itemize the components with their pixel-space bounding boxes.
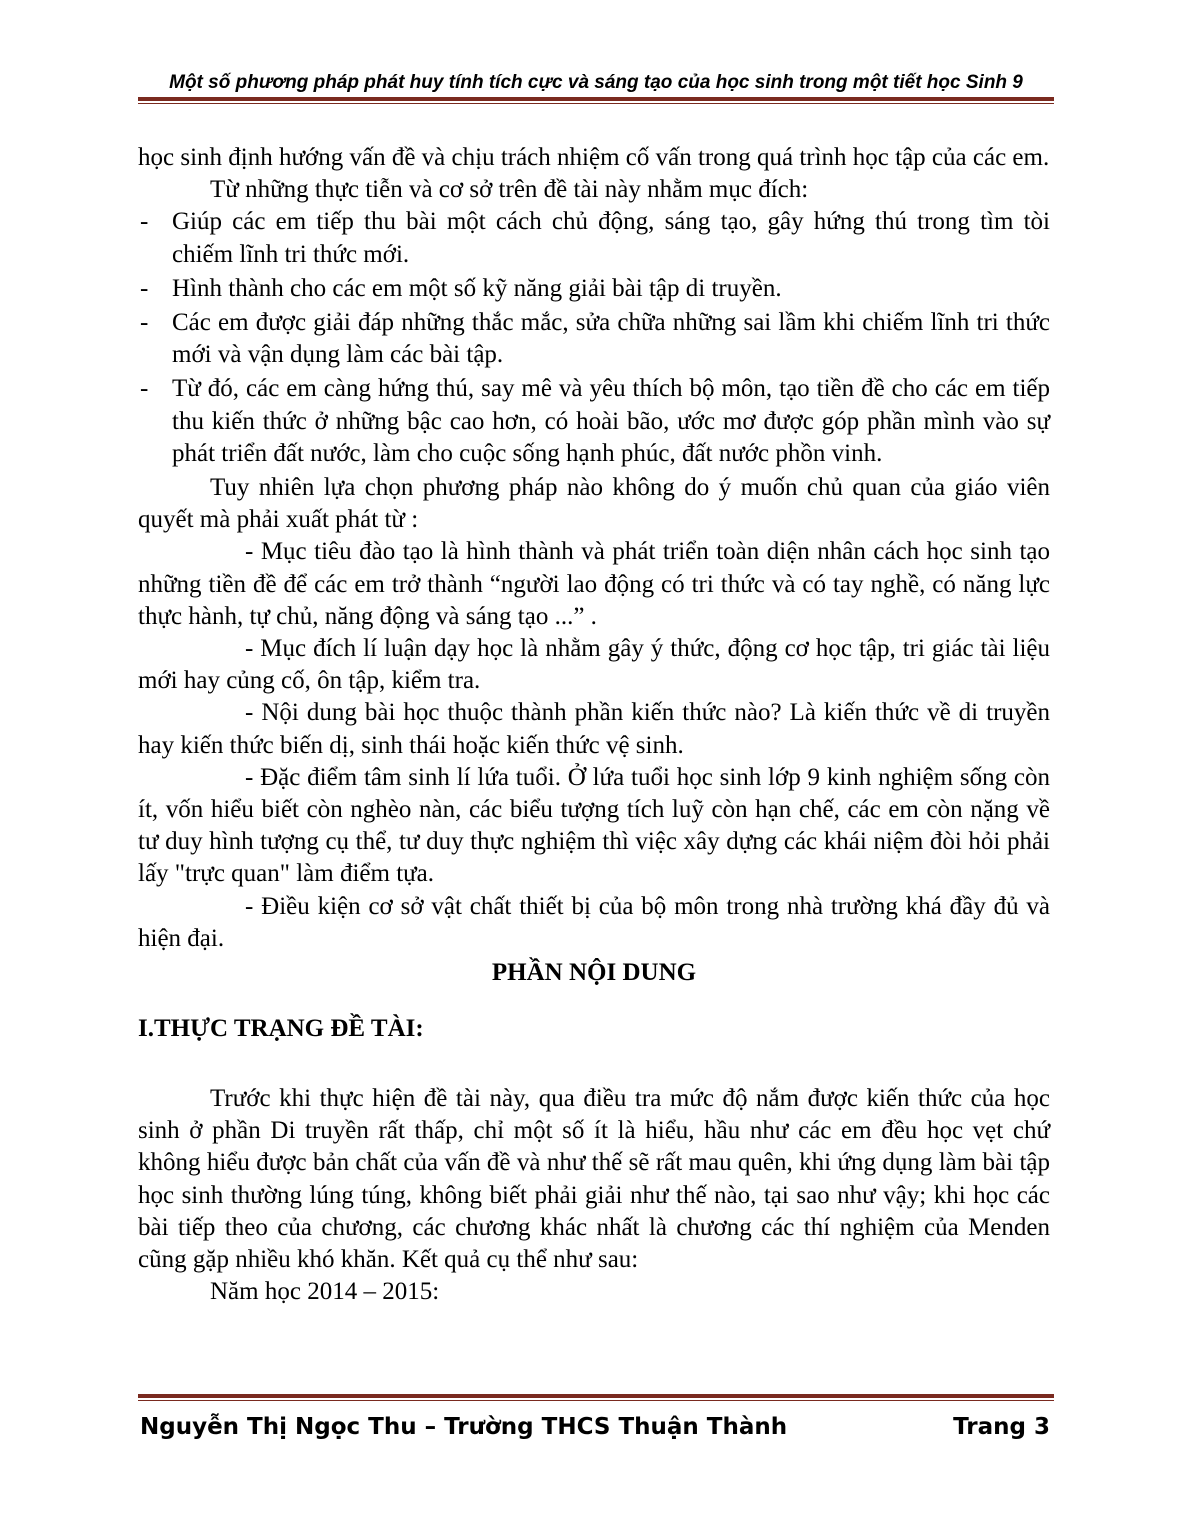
- list-item-text: Từ đó, các em càng hứng thú, say mê và yêu thích bộ môn, tạo tiền đề cho các em tiếp thu kiến thức ở những bậc cao hơn, có hoài bão, ước mơ được góp phần mình vào sự phát triển đất nước, làm cho cuộc sống hạnh phúc, đất nước phồn vinh.: [172, 375, 1050, 467]
- paragraph: - Đặc điểm tâm sinh lí lứa tuổi. Ở lứa tuổi học sinh lớp 9 kinh nghiệm sống còn ít, vốn hiểu biết còn nghèo nàn, các biểu tượng tích luỹ còn hạn chế, các em còn nặng về tư duy hình tượng cụ thể, tư duy thực nghiệm thì việc xây dựng các khái niệm đòi hỏi phải lấy "trực quan" làm điểm tựa.: [138, 763, 1050, 888]
- header-rule: [138, 97, 1054, 104]
- purpose-list: [138, 206, 1050, 470]
- bullet-dash: -: [140, 208, 149, 236]
- document-body: [138, 142, 1050, 1309]
- paragraph: - Mục đích lí luận dạy học là nhằm gây ý thức, động cơ học tập, tri giác tài liệu mới hay củng cố, ôn tập, kiểm tra.: [138, 635, 1050, 695]
- bullet-dash: -: [140, 309, 149, 337]
- paragraph: - Nội dung bài học thuộc thành phần kiến thức nào? Là kiến thức về di truyền hay kiến thức biến dị, sinh thái hoặc kiến thức vệ sinh.: [138, 699, 1050, 759]
- paragraph: Từ những thực tiễn và cơ sở trên đề tài này nhằm mục đích:: [210, 176, 809, 204]
- page-number: Trang 3: [953, 1414, 1050, 1440]
- list-item: [138, 206, 1050, 270]
- list-item: [138, 307, 1050, 371]
- paragraph: - Điều kiện cơ sở vật chất thiết bị của bộ môn trong nhà trường khá đầy đủ và hiện đại.: [138, 892, 1050, 952]
- section-heading: I.THỰC TRẠNG ĐỀ TÀI:: [138, 1015, 424, 1043]
- part-title: PHẦN NỘI DUNG: [491, 959, 697, 987]
- list-item-text: Hình thành cho các em một số kỹ năng giải bài tập di truyền.: [172, 274, 782, 302]
- list-item-text: Các em được giải đáp những thắc mắc, sửa chữa những sai lầm khi chiếm lĩnh tri thức mới và vận dụng làm các bài tập.: [172, 309, 1050, 369]
- list-item: [138, 273, 1050, 305]
- paragraph: Tuy nhiên lựa chọn phương pháp nào không do ý muốn chủ quan của giáo viên quyết mà phải xuất phát từ :: [138, 474, 1050, 534]
- bullet-dash: -: [140, 375, 149, 403]
- paragraph: Trước khi thực hiện đề tài này, qua điều tra mức độ nắm được kiến thức của học sinh ở phần Di truyền rất thấp, chỉ một số ít là hiểu, hầu như các em đều học vẹt chứ không hiểu được bản chất của vấn đề và như thế sẽ rất mau quên, khi ứng dụng làm bài tập học sinh thường lúng túng, không biết phải giải như thế nào, tại sao như vậy; khi học các bài tiếp theo của chương, các chương khác nhất là chương các thí nghiệm của Menden cũng gặp nhiều khó khăn. Kết quả cụ thể như sau:: [138, 1085, 1050, 1274]
- page-header-title: Một số phương pháp phát huy tính tích cực và sáng tạo của học sinh trong một tiết học Sinh 9: [169, 72, 1023, 93]
- list-item-text: Giúp các em tiếp thu bài một cách chủ động, sáng tạo, gây hứng thú trong tìm tòi chiếm lĩnh tri thức mới.: [172, 208, 1050, 268]
- list-item: [138, 373, 1050, 470]
- paragraph: Năm học 2014 – 2015:: [210, 1278, 440, 1306]
- paragraph: - Mục tiêu đào tạo là hình thành và phát triển toàn diện nhân cách học sinh tạo những tiền đề để các em trở thành “người lao động có tri thức và có tay nghề, có năng lực thực hành, tự chủ, năng động và sáng tạo ...” .: [138, 538, 1050, 630]
- paragraph: học sinh định hướng vấn đề và chịu trách nhiệm cố vấn trong quá trình học tập của các em.: [138, 144, 1050, 171]
- footer-author: Nguyễn Thị Ngọc Thu – Trường THCS Thuận Thành: [140, 1414, 788, 1440]
- bullet-dash: -: [140, 274, 149, 302]
- footer-rule: [138, 1394, 1054, 1401]
